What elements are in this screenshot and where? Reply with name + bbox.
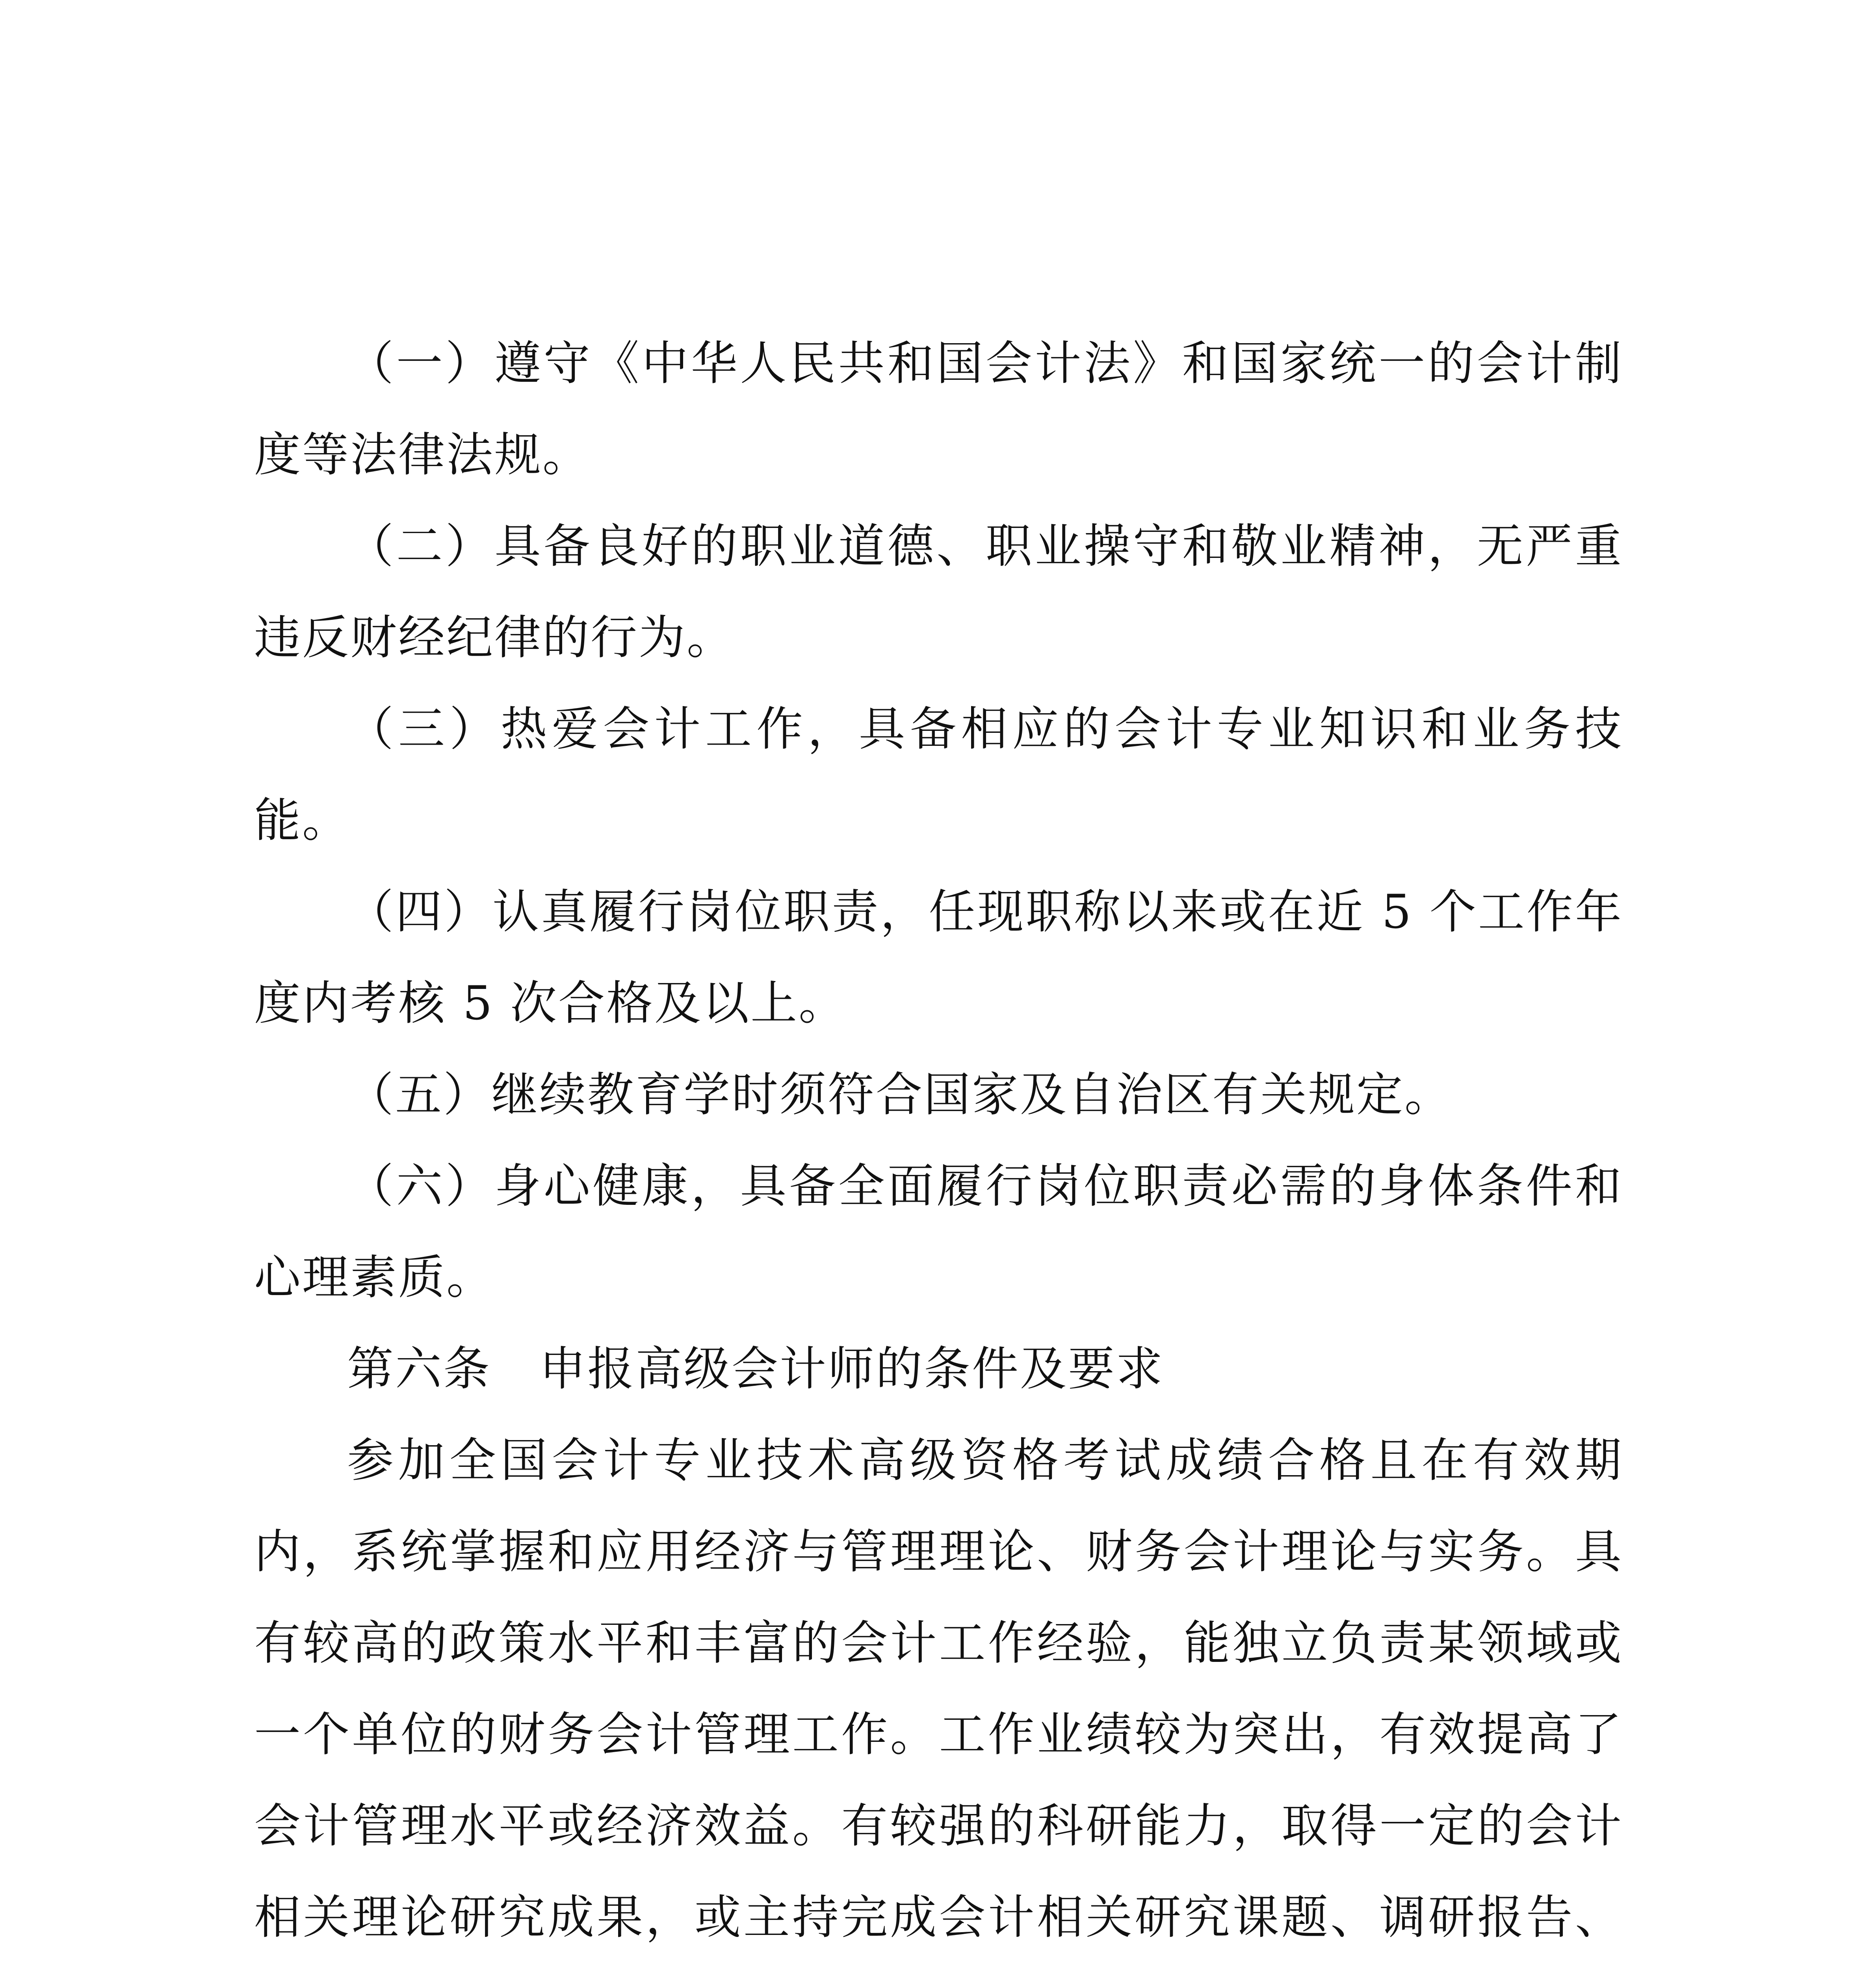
document-body: [254, 318, 1623, 1970]
paragraph-senior-accountant-overview: 参加全国会计专业技术高级资格考试成绩合格且在有效期内，系统掌握和应用经济与管理理论、财务会计理论与实务。具有较高的政策水平和丰富的会计工作经验，能独立负责某领域或一个单位的财务会计管理工作。工作业绩较为突出，有效提高了会计管理水平或经济效益。有较强的科研能力，取得一定的会计相关理论研究成果，或主持完成会计相关研究课题、调研报告、: [254, 1433, 1623, 1944]
paragraph-requirement-1: （一）遵守《中华人民共和国会计法》和国家统一的会计制度等法律法规。: [254, 336, 1623, 482]
paragraph-requirement-6: （六）身心健康，具备全面履行岗位职责必需的身体条件和心理素质。: [254, 1159, 1623, 1305]
paragraph-requirement-4: （四）认真履行岗位职责，任现职称以来或在近 5 个工作年度内考核 5 次合格及以上。: [254, 885, 1623, 1030]
article-six-heading: 第六条 申报高级会计师的条件及要求: [347, 1342, 1165, 1396]
paragraph-requirement-2: （二）具备良好的职业道德、职业操守和敬业精神，无严重违反财经纪律的行为。: [254, 519, 1623, 665]
paragraph-requirement-3: （三）热爱会计工作，具备相应的会计专业知识和业务技能。: [254, 702, 1623, 847]
paragraph-requirement-5: （五）继续教育学时须符合国家及自治区有关规定。: [347, 1067, 1453, 1122]
